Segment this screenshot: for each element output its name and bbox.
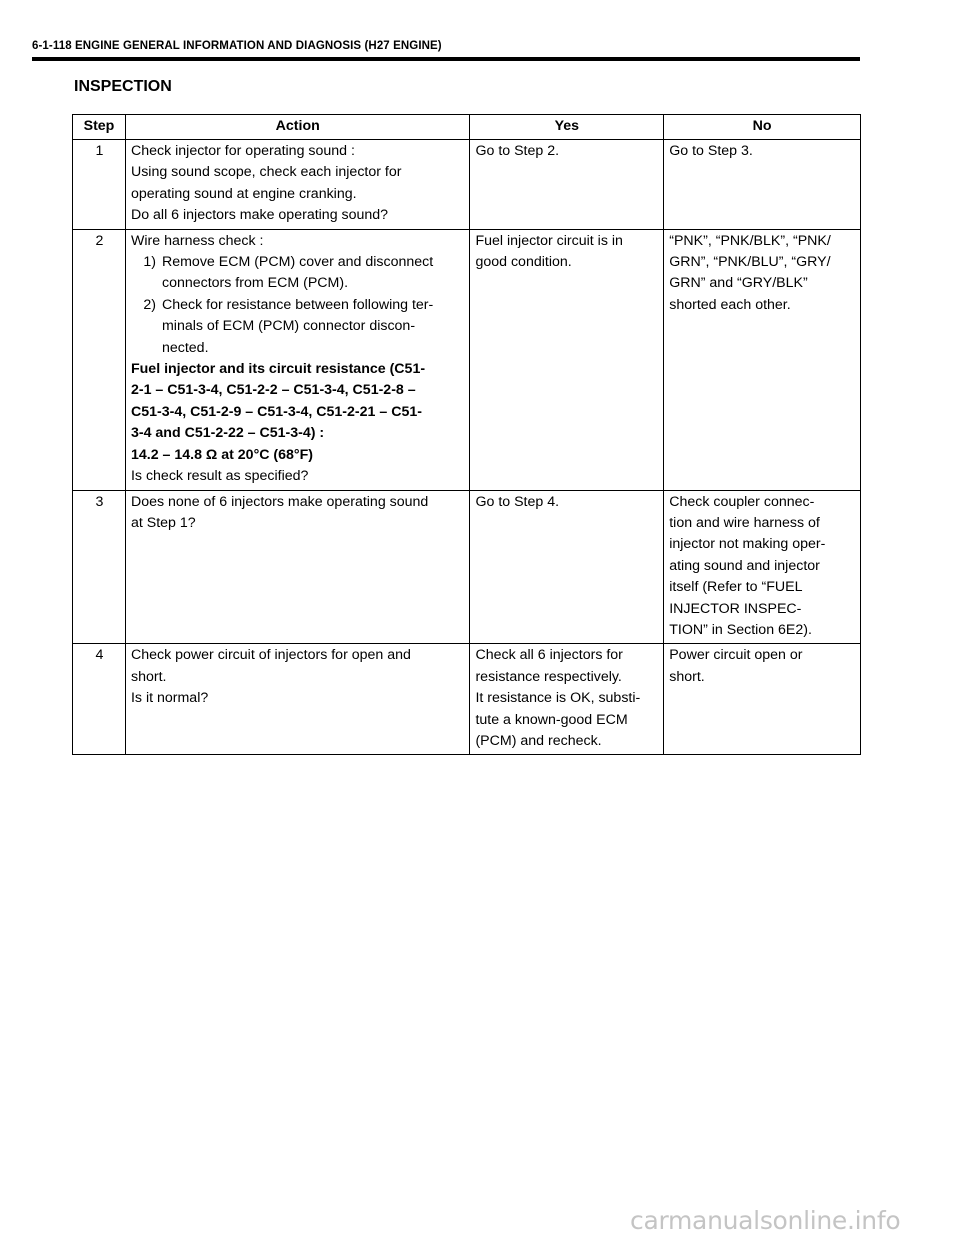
- substep-line: minals of ECM (PCM) connector discon-: [161, 318, 416, 335]
- spec-line: 14.2 – 14.8 Ω at 20°C (68°F): [130, 446, 313, 463]
- no-line: shorted each other.: [669, 296, 791, 313]
- inspection-table: [72, 114, 861, 755]
- no-cell: [664, 140, 861, 230]
- action-line: Do all 6 injectors make operating sound?: [130, 207, 389, 224]
- yes-line: Fuel injector circuit is in: [475, 232, 623, 249]
- spec-line: C51-3-4, C51-2-9 – C51-3-4, C51-2-21 – C51-: [130, 403, 422, 420]
- column-header-action: Action: [125, 115, 469, 140]
- substep-line: Check for resistance between following ter-: [161, 296, 434, 313]
- watermark: carmanualsonline.info: [630, 1206, 901, 1235]
- no-cell: [664, 490, 861, 644]
- no-line: GRN”, “PNK/BLU”, “GRY/: [669, 254, 831, 271]
- table-row: [73, 140, 861, 230]
- no-line: tion and wire harness of: [669, 514, 820, 531]
- no-line: short.: [669, 668, 705, 685]
- no-line: Power circuit open or: [669, 647, 803, 664]
- no-cell: [664, 644, 861, 755]
- yes-cell: [470, 229, 664, 490]
- yes-line: (PCM) and recheck.: [475, 732, 602, 749]
- action-line: Is it normal?: [130, 690, 209, 707]
- column-header-no: No: [664, 115, 861, 140]
- no-line: “PNK”, “PNK/BLK”, “PNK/: [669, 232, 831, 249]
- no-line: Go to Step 3.: [669, 143, 753, 159]
- action-line: Using sound scope, check each injector for: [130, 164, 402, 181]
- yes-line: Go to Step 2.: [475, 143, 560, 159]
- yes-cell: [470, 140, 664, 230]
- column-header-step: Step: [73, 115, 126, 140]
- substep-line: connectors from ECM (PCM).: [161, 275, 349, 292]
- no-line: ating sound and injector: [669, 557, 820, 574]
- header-rule: [32, 57, 860, 61]
- step-number: 4: [73, 644, 126, 755]
- no-line: TION” in Section 6E2).: [669, 621, 812, 638]
- yes-cell: [470, 490, 664, 644]
- substep-number: 2): [143, 296, 156, 313]
- page-header: 6-1-118 ENGINE GENERAL INFORMATION AND DIAGNOSIS (H27 ENGINE): [32, 40, 442, 52]
- substep-line: Remove ECM (PCM) cover and disconnect: [161, 254, 434, 271]
- column-header-yes: Yes: [470, 115, 664, 140]
- no-line: itself (Refer to “FUEL: [669, 579, 803, 596]
- yes-line: Go to Step 4.: [475, 493, 560, 510]
- table-row: [73, 229, 861, 490]
- step-number: 3: [73, 490, 126, 644]
- action-line: short.: [130, 668, 167, 685]
- no-line: INJECTOR INSPEC-: [669, 600, 802, 617]
- yes-line: tute a known-good ECM: [475, 711, 628, 728]
- action-line: operating sound at engine cranking.: [130, 185, 357, 202]
- step-number: 1: [73, 140, 126, 230]
- action-question: Is check result as specified?: [130, 468, 309, 485]
- section-title: INSPECTION: [74, 78, 172, 95]
- action-line: Check power circuit of injectors for open and: [130, 647, 411, 664]
- no-line: injector not making oper-: [669, 536, 826, 553]
- table-row: [73, 644, 861, 755]
- table-header-row: [73, 115, 861, 140]
- table-row: [73, 490, 861, 644]
- spec-line: 3-4 and C51-2-22 – C51-3-4) :: [130, 425, 325, 442]
- yes-cell: [470, 644, 664, 755]
- yes-line: It resistance is OK, substi-: [475, 690, 641, 707]
- yes-line: resistance respectively.: [475, 668, 622, 685]
- action-substep: [131, 295, 465, 359]
- spec-line: 2-1 – C51-3-4, C51-2-2 – C51-3-4, C51-2-8 –: [130, 382, 416, 399]
- yes-line: Check all 6 injectors for: [475, 647, 623, 664]
- substep-line: nected.: [161, 339, 209, 356]
- no-line: GRN” and “GRY/BLK”: [669, 275, 808, 292]
- no-line: Check coupler connec-: [669, 493, 815, 510]
- action-line: Check injector for operating sound :: [130, 143, 355, 159]
- action-cell: [125, 140, 469, 230]
- substep-number: 1): [143, 254, 156, 271]
- action-cell: [125, 229, 469, 490]
- spec-line: Fuel injector and its circuit resistance (C51-: [130, 361, 426, 378]
- action-intro: Wire harness check :: [130, 232, 264, 249]
- yes-line: good condition.: [475, 254, 572, 271]
- action-line: Does none of 6 injectors make operating sound: [130, 493, 429, 510]
- no-cell: [664, 229, 861, 490]
- action-substep: [131, 252, 465, 295]
- action-cell: [125, 490, 469, 644]
- step-number: 2: [73, 229, 126, 490]
- action-cell: [125, 644, 469, 755]
- action-line: at Step 1?: [130, 514, 196, 531]
